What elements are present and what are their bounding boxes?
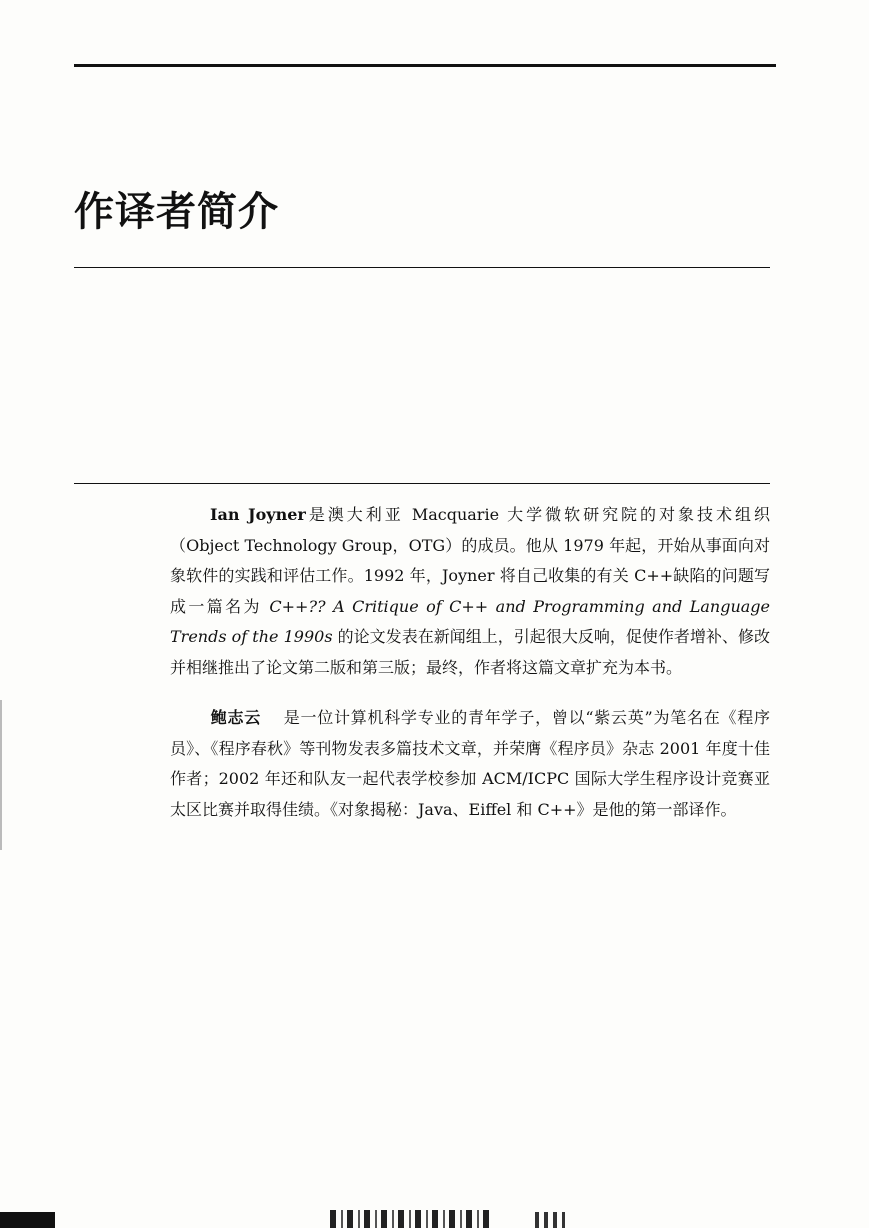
section-rule: [74, 483, 770, 484]
page-title: 作译者简介: [74, 189, 279, 235]
bio-text: 是一位计算机科学专业的青年学子，曾以“紫云英”为笔名在《程序员》、《程序春秋》等刊物发表多篇技术文章，并荣膺《程序员》杂志 2001 年度十佳作者；2002 年还和队友一起代表学校参加 ACM/ICPC 国际大学生程序设计竞赛亚太区比赛并取得佳绩。《对象揭秘：Java、Eiffel 和 C++》是他的第一部译作。: [170, 708, 770, 819]
scan-edge-mark: [0, 700, 2, 850]
bio-ian-joyner: [170, 500, 770, 683]
title-rule: [74, 267, 770, 268]
bio-text-end: 的论文发表在新闻组上，引起很大反响，促使作者增补、修改并相继推出了论文第二版和第三版；最终，作者将这篇文章扩充为本书。: [170, 627, 770, 677]
top-rule: [74, 64, 776, 67]
bio-text: 是澳大利亚 Macquarie 大学微软研究院的对象技术组织（Object Technology Group，OTG）的成员。他从 1979 年起，开始从事面向对象软件的实践和评估工作。1992 年，Joyner 将自己收集的有关 C++缺陷的问题写成一篇名为: [170, 505, 770, 616]
paper-title: C++?? A Critique of C++ and Programming and Language Trends of the 1990s: [170, 596, 770, 646]
bio-name: 鲍志云: [210, 708, 262, 727]
bio-name: Ian Joyner: [210, 505, 306, 524]
scan-artifact-stripe: [0, 1198, 869, 1228]
bio-bao-zhiyun: [170, 703, 770, 825]
